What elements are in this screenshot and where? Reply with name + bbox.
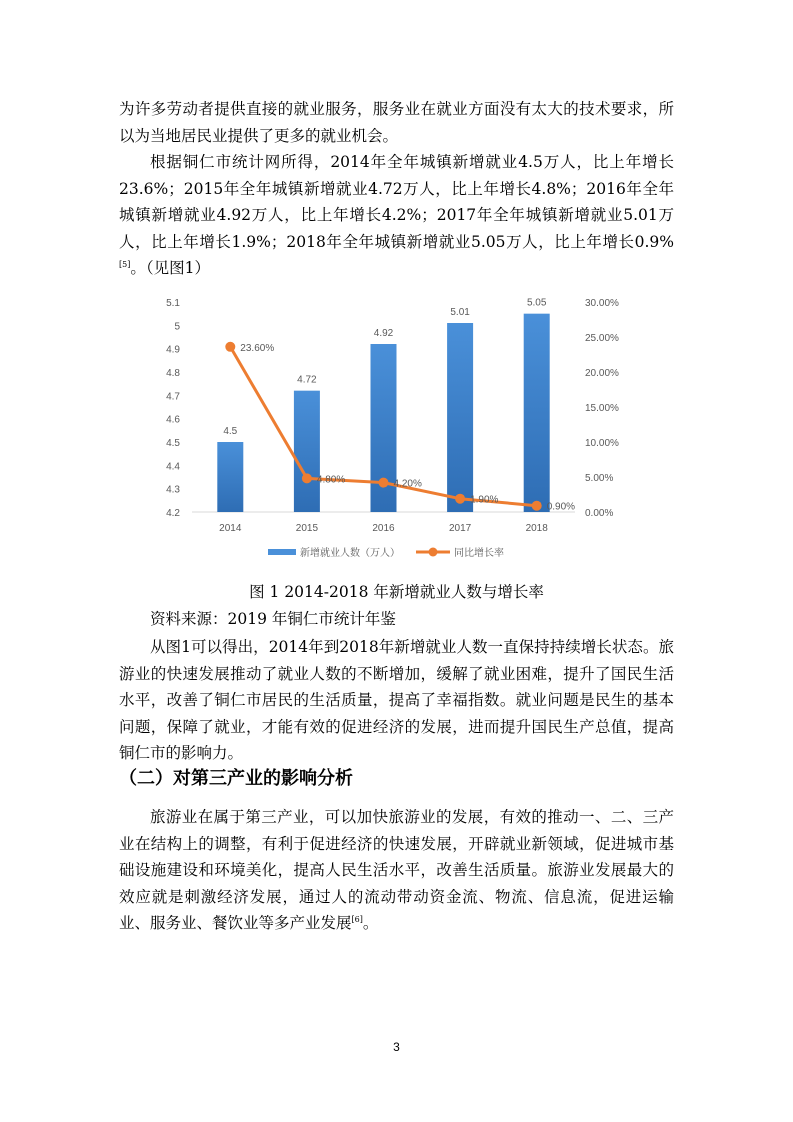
legend-line-label: 同比增长率 xyxy=(454,548,504,559)
y-left-tick-label: 4.2 xyxy=(166,508,180,519)
y-right-tick-label: 15.00% xyxy=(585,403,619,414)
y-right-tick-label: 20.00% xyxy=(585,368,619,379)
legend-line-marker xyxy=(429,548,438,557)
y-left-tick-label: 4.7 xyxy=(166,391,180,403)
citation-6: [6] xyxy=(351,915,363,925)
citation-5: [5] xyxy=(119,260,131,270)
growth-value-label: 23.60% xyxy=(240,342,275,354)
bar-2015 xyxy=(294,391,320,512)
bar-2018 xyxy=(524,314,550,512)
bar-value-label: 4.5 xyxy=(223,426,238,437)
bar-value-label: 5.05 xyxy=(526,297,547,309)
paragraph-3: 从图1可以得出，2014年到2018年新增就业人数一直保持持续增长状态。旅游业的快速发展推动了就业人数的不断增加，缓解了就业困难，提升了国民生活水平，改善了铜仁市居民的生活质量，提高了幸福指数。就业问题是民生的基本问题，保障了就业，才能有效的促进经济的发展，进而提升国民生产总值，提高铜仁市的影响力。 xyxy=(119,638,674,763)
growth-point-2015 xyxy=(302,473,312,483)
figure-source: 资料来源：2019 年铜仁市统计年鉴 xyxy=(150,610,396,628)
paragraph-2-tail: 。（见图1） xyxy=(130,259,210,278)
bar-value-label: 4.92 xyxy=(373,328,394,339)
y-left-tick-label: 4.8 xyxy=(166,368,180,379)
x-tick-label: 2017 xyxy=(448,523,472,534)
bar-2014 xyxy=(217,442,243,512)
paragraph-4-text: 旅游业在属于第三产业，可以加快旅游业的发展，有效的推动一、二、三产业在结构上的调整，有利于促进经济的快速发展，开辟就业新领域，促进城市基础设施建设和环境美化，提高人民生活水平，改善生活质量。旅游业发展最大的效应就是刺激经济发展，通过人的流动带动资金流、物流、信息流，促进运输业、服务业、餐饮业等多产业发展 xyxy=(119,808,674,933)
x-tick-label: 2015 xyxy=(295,523,319,534)
y-left-tick-label: 4.5 xyxy=(166,438,180,449)
y-right-tick-label: 30.00% xyxy=(585,298,619,309)
y-left-tick-label: 5.1 xyxy=(166,298,180,309)
paragraph-1: 为许多劳动者提供直接的就业服务，服务业在就业方面没有太大的技术要求，所以为当地居民业提供了更多的就业机会。 xyxy=(119,100,674,145)
x-tick-label: 2014 xyxy=(219,523,242,534)
y-left-tick-label: 4.6 xyxy=(166,414,180,426)
employment-chart xyxy=(150,285,640,575)
paragraph-4 xyxy=(119,804,674,937)
figure-caption: 图 1 2014-2018 年新增就业人数与增长率 xyxy=(249,583,544,601)
bar-2017 xyxy=(447,323,473,512)
y-left-tick-label: 4.9 xyxy=(166,344,180,356)
y-right-tick-label: 10.00% xyxy=(585,438,619,449)
y-left-tick-label: 4.3 xyxy=(166,484,180,496)
growth-value-label: 1.90% xyxy=(470,494,499,506)
growth-value-label: 4.80% xyxy=(316,474,346,486)
paragraph-4-tail: 。 xyxy=(362,914,379,933)
y-right-tick-label: 5.00% xyxy=(585,473,614,484)
legend-bar-swatch xyxy=(268,549,296,555)
x-tick-label: 2018 xyxy=(525,523,548,534)
x-tick-label: 2016 xyxy=(372,523,395,534)
bar-value-label: 5.01 xyxy=(450,307,470,318)
growth-point-2014 xyxy=(225,342,235,352)
y-left-tick-label: 5 xyxy=(174,321,180,333)
growth-value-label: 0.90% xyxy=(546,501,576,513)
y-right-tick-label: 25.00% xyxy=(585,333,619,344)
growth-value-label: 4.20% xyxy=(393,478,422,490)
y-right-tick-label: 0.00% xyxy=(585,508,614,519)
growth-point-2018 xyxy=(532,501,542,511)
paragraph-2 xyxy=(119,149,674,282)
page-number: 3 xyxy=(393,1040,400,1054)
section-heading: （二）对第三产业的影响分析 xyxy=(119,768,353,789)
y-left-tick-label: 4.4 xyxy=(166,461,180,473)
paragraph-2-text: 根据铜仁市统计网所得，2014年全年城镇新增就业4.5万人，比上年增长23.6%；2015年全年城镇新增就业4.72万人，比上年增长4.8%；2016年全年城镇新增就业4.92万人，比上年增长4.2%；2017年全年城镇新增就业5.01万人，比上年增长1.9%；2018年全年城镇新增就业5.05万人，比上年增长0.9% xyxy=(119,153,674,251)
growth-point-2016 xyxy=(379,478,389,488)
growth-point-2017 xyxy=(455,494,465,504)
bar-value-label: 4.72 xyxy=(297,374,317,386)
legend-bar-label: 新增就业人数（万人） xyxy=(300,548,400,559)
